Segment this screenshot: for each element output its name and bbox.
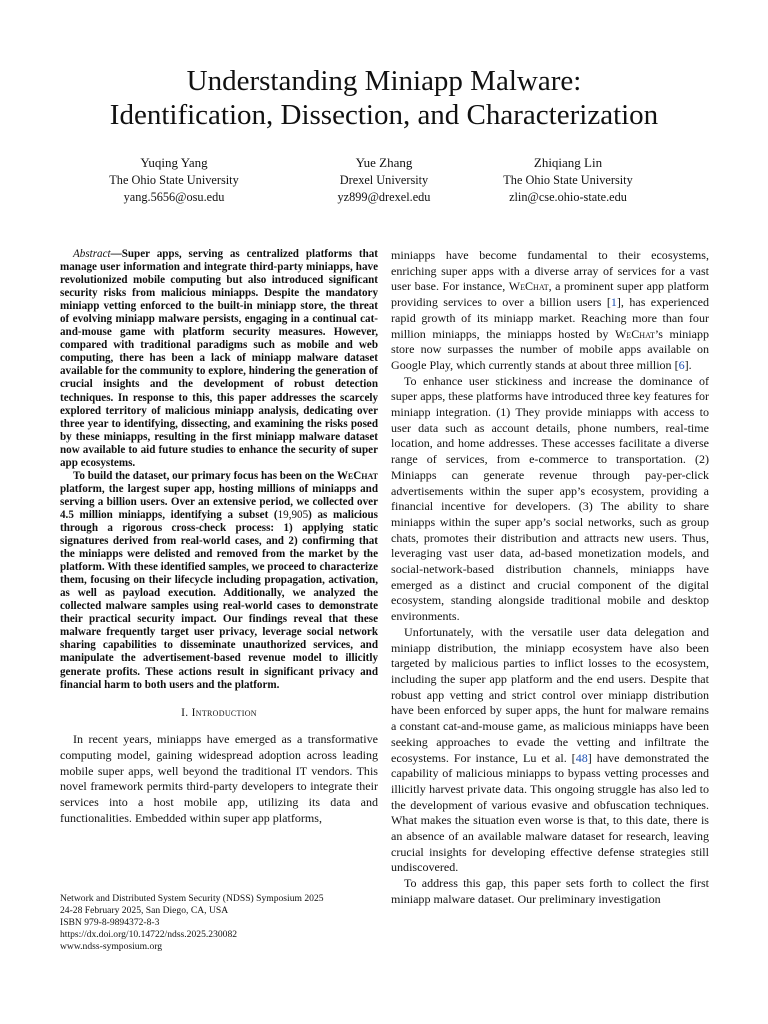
- abstract-text-2a: To build the dataset, our primary focus has been on the: [73, 469, 337, 482]
- section-title: Introduction: [191, 706, 257, 719]
- intro-paragraph-3: To enhance user stickiness and increase the dominance of super apps, these platforms have introduced three key features for miniapp integration. (1) They provide miniapps with access to user data such as account details, phone numbers, real-time location, and home addresses. These accesses facilitate a diverse range of services, from e-commerce to transportation. (2) Miniapps can generate revenue through pay-per-click advertisements within the super app’s ecosystem, providing a financial incentive for developers. (3) The ability to share miniapps within the super app’s social networks, such as group chats, promotes their distribution and attracts new users. Thus, leveraging vast user data, ad-based monetization models, and social-network-based distribution channels, miniapps have emerged as a distinct and crucial component of the digital ecosystem, standing alongside traditional mobile and desktop environments.: [391, 373, 709, 624]
- abstract-text-2b: platform, the largest super app, hosting millions of miniapps and serving a billion users. Over an extensive period, we collected over 4.5 million miniapps, identifying a subset (: [60, 482, 378, 521]
- footnote-line: Network and Distributed System Security (NDSS) Symposium 2025: [60, 893, 324, 904]
- author-name: Zhiqiang Lin: [533, 155, 603, 170]
- footnote-doi-link[interactable]: https://dx.doi.org/10.14722/ndss.2025.230082: [60, 928, 238, 940]
- author-affiliation: The Ohio State University: [109, 172, 239, 187]
- author-name: Yue Zhang: [355, 155, 413, 170]
- paper-title-line-2: Identification, Dissection, and Characterization: [109, 99, 659, 131]
- text: ’s miniapp store now surpasses the number of mobile apps available on Google Play, which currently stands at about three million [: [391, 326, 709, 372]
- author-affiliation: Drexel University: [339, 172, 429, 187]
- text: Unfortunately, with the versatile user data delegation and miniapp distribution, the miniapp ecosystem have also been targeted by malicious parties to inflict losses to the ecosystem, including the super app platform and the end users. Despite that robust app vetting and strict control over miniapp distribution have been enforced by super apps, the hunt for malware remains a constant cat-and-mouse game, as malicious miniapps have been seeking approaches to evade the vetting and infiltrate the ecosystems. For instance, Lu et al. [: [391, 624, 709, 765]
- abstract-text-2c: ) as malicious through a rigorous cross-check process: 1) applying static signatures derived from real-world cases, and 2) confirming that the miniapps were delisted and removed from the market by the platform. With these identified samples, we proceed to characterize them, focusing on their lifecycle including propagation, activation, as well as payload execution. Additionally, we analyzed the collected malware samples using real-world cases to demonstrate their practical security impact. Our findings reveal that these malware frequently target user privacy, leverage social network sharing capabilities to disseminate unauthorized services, and manipulate the advertisement-based revenue model to illicitly generate profits. These actions result in significant privacy and financial harm to both users and the platform.: [60, 508, 378, 691]
- abstract-text-1: Super apps, serving as centralized platforms that manage user information and integrate third-party miniapps, have revolutionized mobile computing but also introduced significant security risks from malicious miniapps. Despite the mandatory miniapp vetting enforced to the built-in miniapp store, the threat of evolving miniapp malware persists, engaging in a continual cat-and-mouse game with platform security measures. However, compared with traditional paradigms such as mobile and web computing, there has been a lack of miniapp malware dataset available for the community to explore, hindering the generation of crucial insights and the development of robust detection techniques. In response to this, this paper addresses the scarcely explored territory of malicious miniapp analysis, dedicating over three year to identifying, dissecting, and examining the risks posed by these miniapps, resulting in the first miniapp malware dataset now available to aid future studies to enhance the security of super app ecosystems.: [60, 248, 378, 469]
- footnote-website-link[interactable]: www.ndss-symposium.org: [60, 940, 163, 952]
- intro-paragraph-4: [391, 625, 709, 876]
- text: ].: [684, 357, 692, 372]
- footnote-line: 24-28 February 2025, San Diego, CA, USA: [60, 904, 229, 916]
- author-affiliation: The Ohio State University: [503, 172, 633, 187]
- section-heading-introduction: [60, 706, 378, 722]
- intro-paragraph-5: To address this gap, this paper sets forth to collect the first miniapp malware dataset. Our preliminary investigation: [391, 876, 709, 906]
- section-number: I.: [181, 706, 189, 719]
- author-3: [458, 154, 678, 207]
- intro-paragraph-1: In recent years, miniapps have emerged as a transformative computing model, gaining widespread adoption across leading mobile super apps, well beyond the traditional IT vendors. This novel framework permits third-party developers to integrate their services into a host mobile app, utilizing its data and functionalities. Embedded within super app platforms,: [60, 732, 378, 825]
- author-email: zlin@cse.ohio-state.edu: [509, 190, 627, 204]
- author-name: Yuqing Yang: [140, 155, 208, 170]
- wechat-name: WeChat: [336, 469, 379, 482]
- text: , a prominent super app platform providing services to over a billion users [: [391, 279, 709, 310]
- conference-footnote: [60, 893, 378, 953]
- paper-title-line-1: Understanding Miniapp Malware:: [186, 65, 582, 97]
- intro-paragraph-2: [391, 248, 709, 374]
- author-email: yz899@drexel.edu: [337, 190, 431, 204]
- wechat-name: WeChat: [615, 326, 655, 341]
- wechat-name: WeChat: [508, 279, 549, 294]
- paper-title: [40, 64, 728, 132]
- subset-count: 19,905: [277, 508, 309, 521]
- text: ] have demonstrated the capability of malicious miniapps to bypass vetting processes and illicitly harvest private data. This ongoing struggle has also led to the development of various evasive and obfuscation techniques. What makes the situation even worse is that, to this date, there is an absence of an available malware dataset for research, leaving crucial insights for developing effective defense strategies still undiscovered.: [391, 750, 709, 875]
- citation-link[interactable]: 48: [575, 750, 588, 765]
- abstract: [60, 248, 378, 692]
- text: ], has experienced rapid growth of its miniapp market. Reaching more than four million miniapps, the miniapps hosted by: [391, 295, 709, 341]
- right-column: [391, 248, 709, 908]
- citation-link[interactable]: 6: [678, 357, 685, 372]
- abstract-paragraph-2: [60, 470, 378, 692]
- author-email: yang.5656@osu.edu: [123, 190, 225, 204]
- text: miniapps have become fundamental to their ecosystems, enriching super apps with a diverse array of services for a vast user base. For instance,: [391, 248, 709, 294]
- abstract-paragraph-1: Abstract—Super apps, serving as centralized platforms that manage user information and integrate third-party miniapps, have revolutionized mobile computing but also introduced significant security risks from malicious miniapps. Despite the mandatory miniapp vetting enforced to the built-in miniapp store, the threat of evolving miniapp malware persists, engaging in a continual cat-and-mouse game with platform security measures. However, compared with traditional paradigms such as mobile and web computing, there has been a lack of miniapp malware dataset available for the community to explore, hindering the generation of crucial insights and the development of robust detection techniques. In response to this, this paper addresses the scarcely explored territory of malicious miniapp analysis, dedicating over three year to identifying, dissecting, and examining the risks posed by these miniapps, resulting in the first miniapp malware dataset now available to aid future studies to enhance the security of super app ecosystems.: [60, 248, 378, 469]
- citation-link[interactable]: 1: [610, 295, 617, 310]
- abstract-label: Abstract: [73, 248, 111, 260]
- author-1: [64, 154, 284, 207]
- footnote-line: ISBN 979-8-9894372-8-3: [60, 916, 160, 928]
- left-column: [60, 248, 378, 827]
